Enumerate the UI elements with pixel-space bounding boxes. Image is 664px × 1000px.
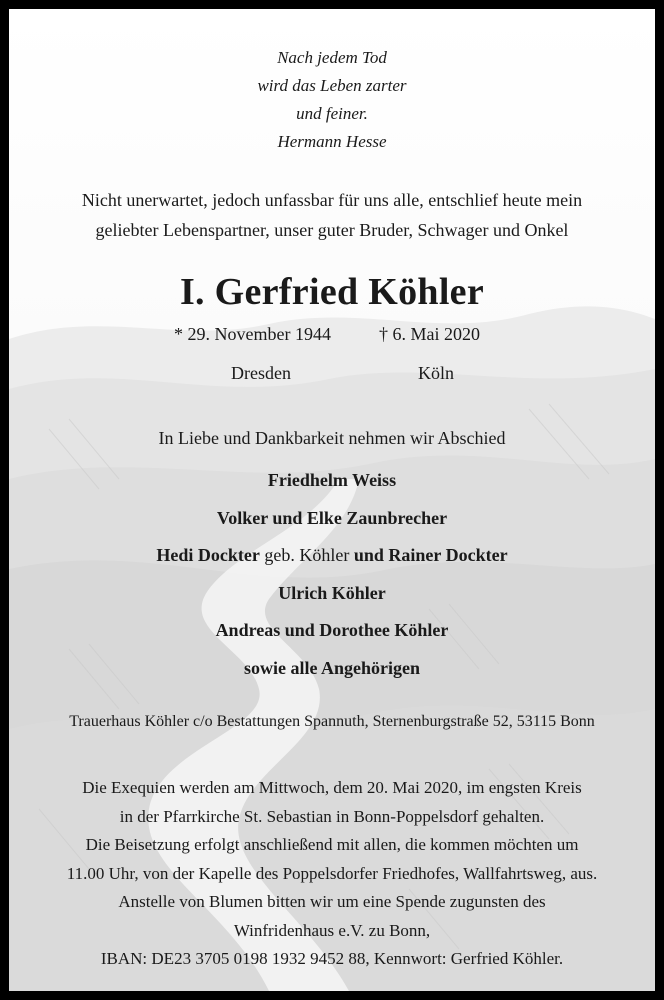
death-date: † 6. Mai 2020 bbox=[379, 324, 480, 344]
mourner-line: sowie alle Angehörigen bbox=[244, 657, 420, 678]
mourner-line: Andreas und Dorothee Köhler bbox=[215, 620, 449, 640]
notice-line: Anstelle von Blumen bitten wir um eine Spende zugunsten des bbox=[118, 892, 546, 911]
quote-line: Nach jedem Tod bbox=[277, 48, 387, 67]
quote-line: wird das Leben zarter bbox=[257, 76, 407, 95]
mourner-name: Hedi Dockter bbox=[156, 545, 260, 565]
intro-text bbox=[9, 185, 655, 245]
death-place: Köln bbox=[418, 363, 454, 383]
quote-block bbox=[9, 44, 655, 156]
notice-line: IBAN: DE23 3705 0198 1932 9452 88, Kennwort: Gerfried Köhler. bbox=[100, 949, 564, 968]
mourner-name: und Rainer Dockter bbox=[353, 545, 508, 565]
notice-line: Die Exequien werden am Mittwoch, dem 20. Mai 2020, im engsten Kreis bbox=[82, 778, 582, 797]
notice-line: 11.00 Uhr, von der Kapelle des Poppelsdorfer Friedhofes, Wallfahrtsweg, aus. bbox=[66, 863, 598, 883]
mourners-list bbox=[9, 462, 655, 687]
deceased-name: I. Gerfried Köhler bbox=[179, 271, 485, 313]
maiden-name-note: geb. Köhler bbox=[259, 545, 354, 565]
intro-line: Nicht unerwartet, jedoch unfassbar für uns alle, entschlief heute mein bbox=[81, 190, 583, 210]
mourner-line: Ulrich Köhler bbox=[278, 582, 386, 603]
mourner-line bbox=[9, 537, 655, 575]
notice-line: Die Beisetzung erfolgt anschließend mit allen, die kommen möchten um bbox=[85, 835, 579, 854]
birth-place: Dresden bbox=[231, 363, 291, 383]
funeral-notice bbox=[9, 774, 655, 974]
quote-line: und feiner. bbox=[296, 104, 368, 123]
mourning-address: Trauerhaus Köhler c/o Bestattungen Spannuth, Sternenburgstraße 52, 53115 Bonn bbox=[69, 713, 595, 730]
mourner-line: Friedhelm Weiss bbox=[267, 470, 397, 490]
farewell-text: In Liebe und Dankbarkeit nehmen wir Abschied bbox=[158, 428, 506, 448]
notice-line: Winfridenhaus e.V. zu Bonn, bbox=[233, 920, 431, 940]
quote-author: Hermann Hesse bbox=[277, 132, 387, 151]
birth-date: * 29. November 1944 bbox=[174, 324, 331, 344]
obituary-content bbox=[9, 9, 655, 991]
mourner-line: Volker und Elke Zaunbrecher bbox=[216, 507, 448, 528]
intro-line: geliebter Lebenspartner, unser guter Bruder, Schwager und Onkel bbox=[95, 220, 569, 240]
notice-line: in der Pfarrkirche St. Sebastian in Bonn-Poppelsdorf gehalten. bbox=[119, 806, 545, 826]
